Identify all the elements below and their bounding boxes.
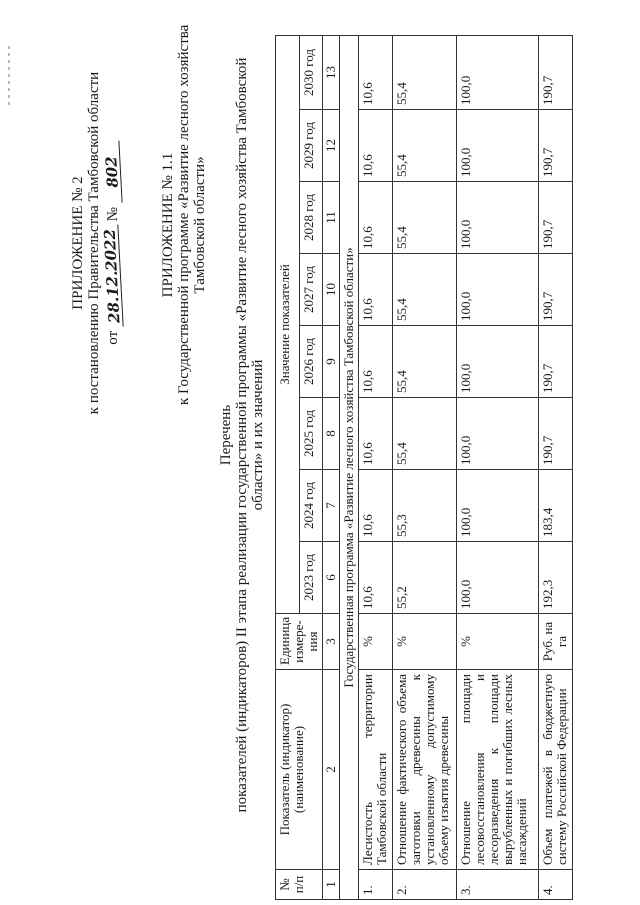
indicator-value: 10,6 — [359, 35, 393, 109]
indicator-value: 100,0 — [457, 470, 539, 542]
indicator-value: 100,0 — [457, 398, 539, 470]
indicator-unit: % — [457, 614, 539, 670]
column-number: 3 — [323, 614, 340, 670]
year-header: 2027 год — [299, 254, 323, 326]
header-num: № п/п — [276, 870, 323, 900]
row-number: 1. — [359, 870, 393, 900]
column-number: 13 — [323, 35, 340, 109]
indicator-value: 100,0 — [457, 542, 539, 614]
indicator-value: 55,4 — [393, 182, 457, 254]
indicator-unit: % — [393, 614, 457, 670]
indicator-value: 100,0 — [457, 326, 539, 398]
indicator-value: 100,0 — [457, 110, 539, 182]
indicators-table — [275, 35, 573, 900]
indicator-value: 100,0 — [457, 182, 539, 254]
resolution-line: к постановлению Правительства Тамбовской области — [86, 71, 102, 415]
list-title-line1: показателей (индикаторов) II этапа реализации государственной программы «Развитие лесного хозяйства Тамбовской — [234, 57, 250, 813]
indicator-value: 183,4 — [539, 470, 573, 542]
header-unit: Единица измере-ния — [276, 614, 323, 670]
column-number: 12 — [323, 110, 340, 182]
indicator-value: 55,4 — [393, 110, 457, 182]
table-row — [359, 35, 393, 899]
handwritten-number: 802 — [102, 141, 122, 204]
year-header: 2026 год — [299, 326, 323, 398]
indicator-value: 55,4 — [393, 35, 457, 109]
scan-artifact — [8, 45, 10, 105]
indicator-value: 55,2 — [393, 542, 457, 614]
indicator-value: 190,7 — [539, 35, 573, 109]
list-title-line2: области» и их значений — [250, 359, 266, 511]
date-number-line — [100, 33, 124, 453]
table-row — [393, 35, 457, 899]
indicator-value: 55,4 — [393, 326, 457, 398]
number-prefix: № — [105, 207, 121, 222]
indicator-name: Отношение площади лесовосстановления и лесоразведения к площади вырубленных и погибших лесных насаждений — [457, 670, 539, 870]
indicator-value: 10,6 — [359, 254, 393, 326]
indicator-name: Отношение фактического объема заготовки древесины к установленному допустимому объему изъятия древесины — [393, 670, 457, 870]
indicator-value: 10,6 — [359, 542, 393, 614]
row-number: 3. — [457, 870, 539, 900]
program-title: Государственная программа «Развитие лесного хозяйства Тамбовской области» — [340, 35, 359, 899]
indicator-name: Объем платежей в бюджетную систему Российской Федерации — [539, 670, 573, 870]
column-number: 1 — [323, 870, 340, 900]
list-title: Перечень — [218, 404, 234, 466]
indicator-unit: Руб. на га — [539, 614, 573, 670]
indicator-value: 192,3 — [539, 542, 573, 614]
year-header: 2024 год — [299, 470, 323, 542]
indicator-value: 10,6 — [359, 470, 393, 542]
table-row — [457, 35, 539, 899]
indicator-value: 100,0 — [457, 254, 539, 326]
indicator-value: 190,7 — [539, 110, 573, 182]
indicator-value: 10,6 — [359, 182, 393, 254]
indicator-value: 55,4 — [393, 398, 457, 470]
appendix-1-1-block — [160, 24, 208, 405]
column-number: 2 — [323, 670, 340, 870]
indicator-value: 55,3 — [393, 470, 457, 542]
indicator-value: 190,7 — [539, 254, 573, 326]
appendix-1-1-line1: к Государственной программе «Развитие лесного хозяйства — [176, 24, 192, 405]
year-header: 2030 год — [299, 35, 323, 109]
column-number: 9 — [323, 326, 340, 398]
indicator-value: 10,6 — [359, 326, 393, 398]
indicator-value: 55,4 — [393, 254, 457, 326]
column-number: 6 — [323, 542, 340, 614]
indicator-value: 10,6 — [359, 398, 393, 470]
row-number: 4. — [539, 870, 573, 900]
year-header: 2023 год — [299, 542, 323, 614]
indicator-value: 190,7 — [539, 326, 573, 398]
appendix-1-1-line2: Тамбовской области» — [192, 156, 208, 294]
appendix-2-title: ПРИЛОЖЕНИЕ № 2 — [70, 176, 86, 310]
date-prefix: от — [105, 330, 121, 345]
indicator-unit: % — [359, 614, 393, 670]
handwritten-date: 28.12.2022 — [101, 225, 123, 328]
header-indicator: Показатель (индикатор) (наименование) — [276, 670, 323, 870]
indicator-value: 10,6 — [359, 110, 393, 182]
column-numbers-row — [323, 35, 340, 899]
table-row — [539, 35, 573, 899]
year-header: 2028 год — [299, 182, 323, 254]
approval-stamp — [70, 33, 124, 453]
column-number: 10 — [323, 254, 340, 326]
year-header: 2029 год — [299, 110, 323, 182]
row-number: 2. — [393, 870, 457, 900]
year-header: 2025 год — [299, 398, 323, 470]
indicator-value: 100,0 — [457, 35, 539, 109]
program-row — [340, 35, 359, 899]
column-number: 8 — [323, 398, 340, 470]
indicator-value: 190,7 — [539, 398, 573, 470]
column-number: 7 — [323, 470, 340, 542]
indicator-value: 190,7 — [539, 182, 573, 254]
table-header-row — [276, 35, 300, 899]
indicator-name: Лесистость территории Тамбовской области — [359, 670, 393, 870]
column-number: 11 — [323, 182, 340, 254]
list-title-block — [218, 55, 266, 815]
appendix-1-1-title: ПРИЛОЖЕНИЕ № 1.1 — [160, 152, 176, 298]
header-values: Значение показателей — [276, 35, 300, 613]
